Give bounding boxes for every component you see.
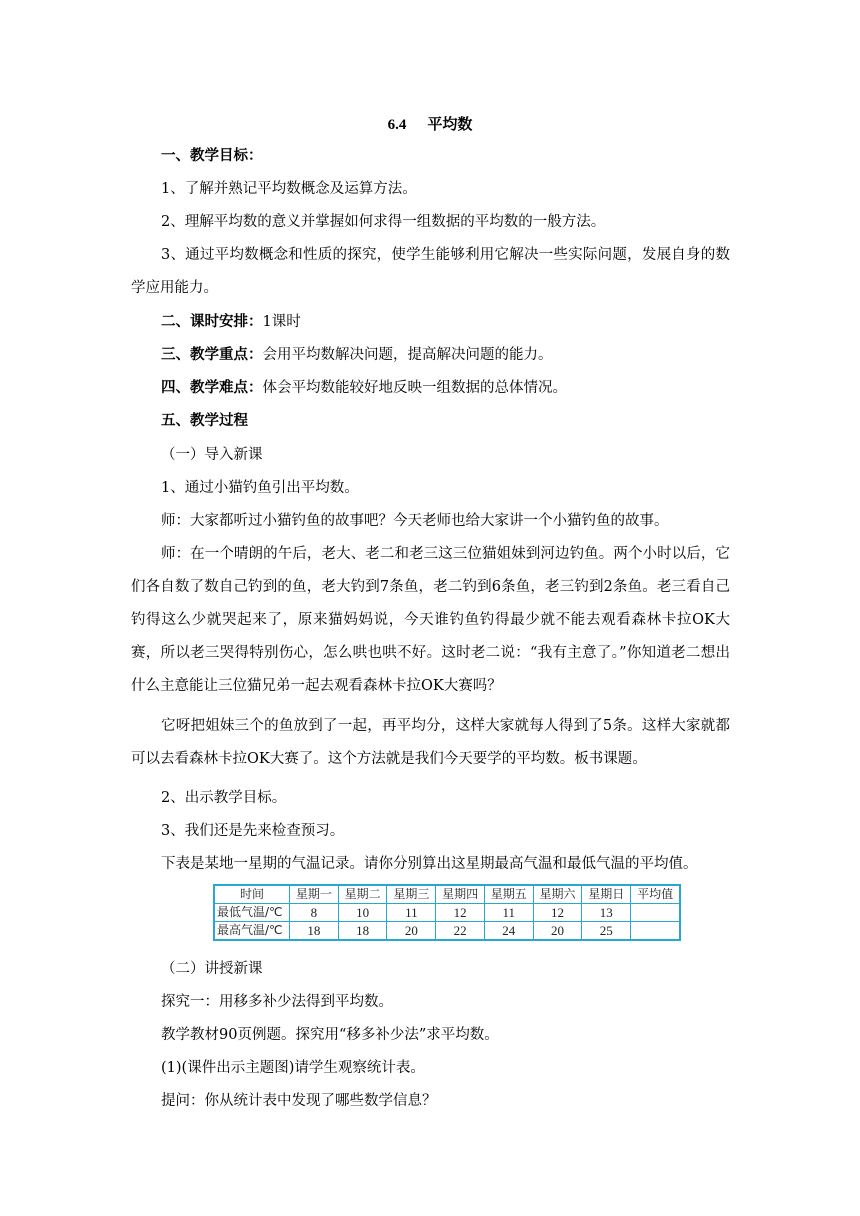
title-text: 平均数: [427, 115, 473, 133]
table-header-row: [214, 885, 680, 904]
explore-1: 探究一：用移多补少法得到平均数。: [161, 994, 393, 1010]
heading-key-point: 三、教学重点：: [161, 346, 263, 363]
table-cell: 11: [484, 904, 533, 922]
table-cell: 22: [436, 922, 485, 941]
temperature-table: [213, 884, 681, 941]
heading-teaching-goals: 一、教学目标：: [161, 147, 263, 164]
heading-teaching-process: 五、教学过程: [161, 412, 248, 429]
row-label: 最高气温/℃: [214, 922, 290, 941]
goal-3: 3、通过平均数概念和性质的探究，使学生能够利用它解决一些实际问题，发展自身的数学应用能力。: [131, 247, 730, 296]
goal-1: 1、了解并熟记平均数概念及运算方法。: [161, 181, 417, 197]
key-point-line: [161, 345, 553, 365]
average-cell: [631, 904, 680, 922]
key-point-text: 会用平均数解决问题，提高解决问题的能力。: [262, 347, 553, 363]
table-row: [214, 922, 680, 941]
schedule-text: 1课时: [262, 314, 301, 330]
row-label: 最低气温/℃: [214, 904, 290, 922]
table-intro: 下表是某地一星期的气温记录。请你分别算出这星期最高气温和最低气温的平均值。: [161, 856, 698, 872]
table-cell: 8: [290, 904, 339, 922]
average-cell: [631, 922, 680, 941]
table-cell: 20: [533, 922, 582, 941]
heading-difficulty: 四、教学难点：: [161, 379, 263, 396]
table-cell: 12: [533, 904, 582, 922]
step-1: 1、通过小猫钓鱼引出平均数。: [161, 480, 359, 496]
table-cell: 24: [484, 922, 533, 941]
table-cell: 18: [338, 922, 387, 941]
header-cell: 平均值: [631, 885, 680, 904]
table-cell: 13: [582, 904, 631, 922]
story-paragraph-1: 师：在一个晴朗的午后，老大、老二和老三这三位猫姐妹到河边钓鱼。两个小时以后，它们各自数了数自己钓到的鱼，老大钓到7条鱼，老二钓到6条鱼，老三钓到2条鱼。老三看自己钓得这么少就哭起来了，原来猫妈妈说，今天谁钓鱼钓得最少就不能去观看森林卡拉OK大赛，所以老三哭得特别伤心，怎么哄也哄不好。这时老二说：“我有主意了。”你知道老二想出什么主意能让三位猫兄弟一起去观看森林卡拉OK大赛吗？: [131, 546, 730, 694]
heading-schedule: 二、课时安排：: [161, 313, 263, 330]
section-number: 6.4: [387, 117, 407, 133]
page-title: [0, 113, 860, 136]
question-line: 提问：你从统计表中发现了哪些数学信息？: [161, 1093, 437, 1109]
difficulty-line: [161, 378, 567, 398]
table-cell: 11: [387, 904, 436, 922]
observe-step: (1)(课件出示主题图)请学生观察统计表。: [161, 1060, 425, 1076]
table-cell: 10: [338, 904, 387, 922]
goal-2: 2、理解平均数的意义并掌握如何求得一组数据的平均数的一般方法。: [161, 214, 606, 230]
table-cell: 18: [290, 922, 339, 941]
textbook-example: 教学教材90页例题。探究用“移多补少法”求平均数。: [161, 1027, 499, 1043]
difficulty-text: 体会平均数能较好地反映一组数据的总体情况。: [262, 380, 567, 396]
schedule-line: [161, 312, 301, 332]
table-cell: 12: [436, 904, 485, 922]
story-paragraph-2: 它呀把姐妹三个的鱼放到了一起，再平均分，这样大家就每人得到了5条。这样大家就都可以去看森林卡拉OK大赛了。这个方法就是我们今天要学的平均数。板书课题。: [131, 718, 730, 767]
table-cell: 25: [582, 922, 631, 941]
table-cell: 20: [387, 922, 436, 941]
header-cell: 星期一: [290, 885, 339, 904]
step-2: 2、出示教学目标。: [161, 790, 287, 806]
table-row: [214, 904, 680, 922]
header-cell: 星期六: [533, 885, 582, 904]
header-cell: 星期三: [387, 885, 436, 904]
header-cell: 星期日: [582, 885, 631, 904]
teacher-line-1: 师：大家都听过小猫钓鱼的故事吧？今天老师也给大家讲一个小猫钓鱼的故事。: [161, 513, 669, 529]
header-cell: 时间: [214, 885, 290, 904]
part-intro: （一）导入新课: [161, 447, 263, 463]
part-new-lesson: （二）讲授新课: [161, 961, 263, 977]
header-cell: 星期五: [484, 885, 533, 904]
step-3: 3、我们还是先来检查预习。: [161, 823, 345, 839]
header-cell: 星期四: [436, 885, 485, 904]
header-cell: 星期二: [338, 885, 387, 904]
